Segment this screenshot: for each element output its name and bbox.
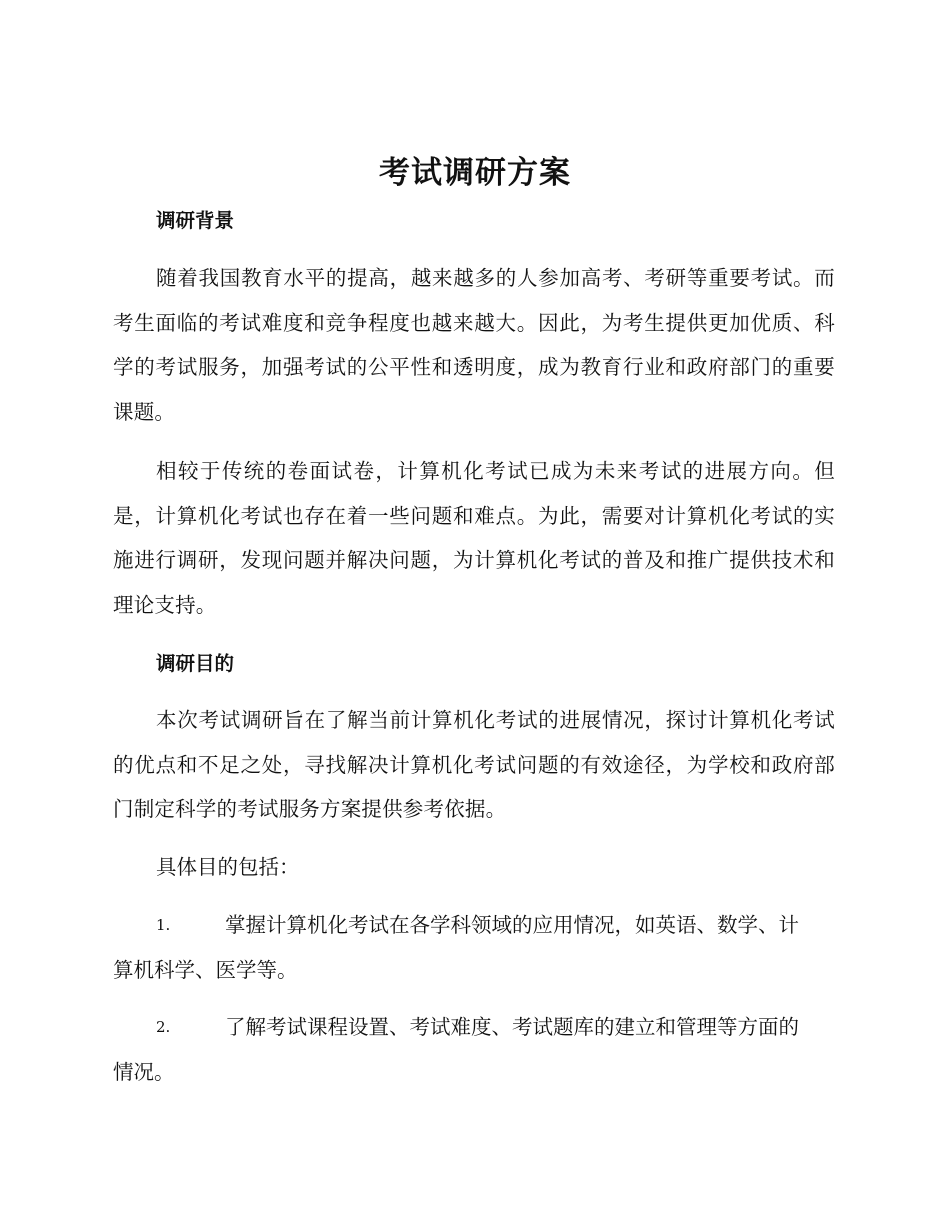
list-item-number: 1. (156, 916, 171, 934)
list-intro: 具体目的包括： (156, 855, 300, 879)
section-heading-purpose: 调研目的 (156, 652, 235, 675)
background-paragraph-2: 相较于传统的卷面试卷，计算机化考试已成为未来考试的进展方向。但是，计算机化考试也存在着一些问题和难点。为此，需要对计算机化考试的实施进行调研，发现问题并解决问题，为计算机化考试的普及和推广提供技术和理论支持。 (113, 459, 835, 617)
section-heading-background: 调研背景 (156, 209, 235, 232)
background-paragraph-1: 随着我国教育水平的提高，越来越多的人参加高考、考研等重要考试。而考生面临的考试难度和竞争程度也越来越大。因此，为考生提供更加优质、科学的考试服务，加强考试的公平性和透明度，成为教育行业和政府部门的重要课题。 (113, 266, 835, 424)
list-item-number: 2. (156, 1018, 171, 1036)
purpose-paragraph: 本次考试调研旨在了解当前计算机化考试的进展情况，探讨计算机化考试的优点和不足之处，寻找解决计算机化考试问题的有效途径，为学校和政府部门制定科学的考试服务方案提供参考依据。 (113, 708, 835, 821)
list-item-text-line1: 了解考试课程设置、考试难度、考试题库的建立和管理等方面的 (225, 1015, 799, 1039)
list-item-text-line2: 算机科学、医学等。 (113, 957, 298, 982)
list-item-text-line1: 掌握计算机化考试在各学科领域的应用情况，如英语、数学、计 (225, 913, 799, 937)
list-item (113, 903, 835, 992)
document-title: 考试调研方案 (379, 155, 571, 191)
list-item-text-line2: 情况。 (113, 1059, 175, 1084)
list-item (113, 1005, 835, 1094)
